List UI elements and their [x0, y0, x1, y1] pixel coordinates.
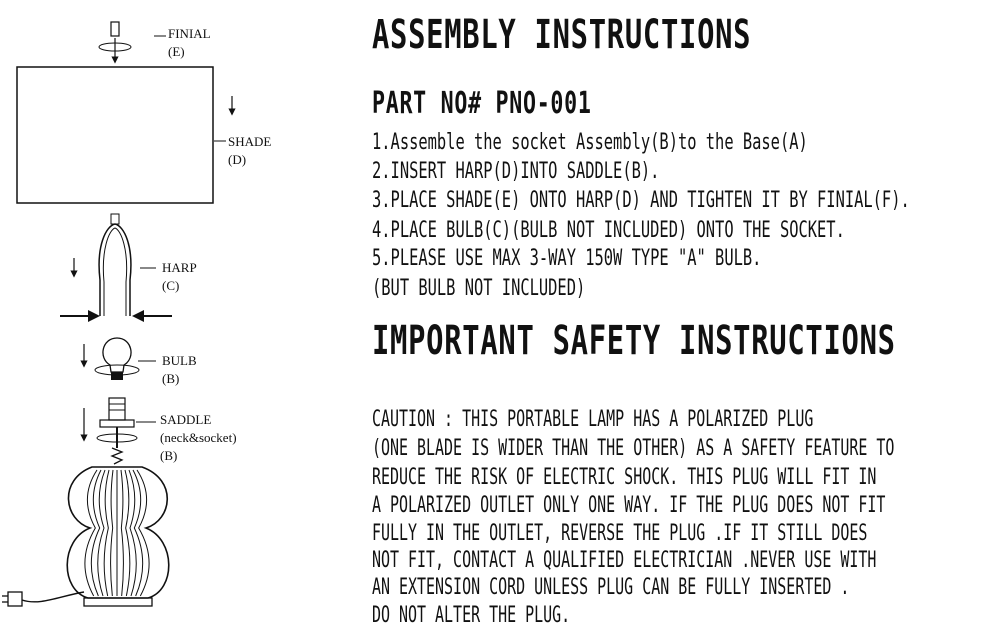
harp-label: HARP	[162, 260, 197, 275]
finial-label: FINIAL	[168, 26, 211, 41]
harp-code: (C)	[162, 278, 180, 293]
instruction-step-5: 5.PLEASE USE MAX 3-WAY 150W TYPE "A" BULB.	[372, 246, 762, 271]
safety-line: FULLY IN THE OUTLET, REVERSE THE PLUG .IF IT STILL DOES	[372, 521, 868, 546]
safety-line: REDUCE THE RISK OF ELECTRIC SHOCK. THIS PLUG WILL FIT IN	[372, 465, 877, 490]
saddle-label: SADDLE	[160, 412, 212, 427]
finial-code: (E)	[168, 44, 185, 59]
shade-part	[17, 67, 232, 203]
safety-title: IMPORTANT SAFETY INSTRUCTIONS	[372, 318, 896, 364]
page-title: ASSEMBLY INSTRUCTIONS	[372, 12, 752, 58]
instruction-step-2: 2.INSERT HARP(D)INTO SADDLE(B).	[372, 159, 660, 184]
finial-part	[99, 22, 166, 60]
instruction-step-5-note: (BUT BULB NOT INCLUDED)	[372, 276, 586, 301]
safety-line: AN EXTENSION CORD UNLESS PLUG CAN BE FULLY INSERTED .	[372, 575, 850, 600]
instruction-step-3: 3.PLACE SHADE(E) ONTO HARP(D) AND TIGHTEN IT BY FINIAL(F).	[372, 188, 910, 213]
shade-code: (D)	[228, 152, 247, 167]
shade-label: SHADE	[228, 134, 272, 149]
saddle-code: (B)	[160, 448, 178, 463]
instruction-step-4: 4.PLACE BULB(C)(BULB NOT INCLUDED) ONTO THE SOCKET.	[372, 218, 845, 243]
harp-part	[60, 214, 172, 316]
safety-line: NOT FIT, CONTACT A QUALIFIED ELECTRICIAN .NEVER USE WITH	[372, 548, 877, 573]
safety-line: DO NOT ALTER THE PLUG.	[372, 603, 571, 628]
lamp-base-part	[2, 467, 169, 606]
bulb-code: (B)	[162, 371, 180, 386]
bulb-part	[84, 338, 156, 380]
lamp-assembly-diagram	[0, 0, 360, 630]
saddle-part	[84, 398, 156, 464]
saddle-sub-label: (neck&socket)	[160, 430, 237, 445]
instruction-step-1: 1.Assemble the socket Assembly(B)to the Base(A)	[372, 130, 808, 155]
safety-line: (ONE BLADE IS WIDER THAN THE OTHER) AS A SAFETY FEATURE TO	[372, 436, 895, 461]
part-number: PART NO# PNO-001	[372, 86, 592, 121]
bulb-label: BULB	[162, 353, 197, 368]
safety-line: CAUTION : THIS PORTABLE LAMP HAS A POLARIZED PLUG	[372, 407, 814, 432]
safety-line: A POLARIZED OUTLET ONLY ONE WAY. IF THE PLUG DOES NOT FIT	[372, 493, 886, 518]
